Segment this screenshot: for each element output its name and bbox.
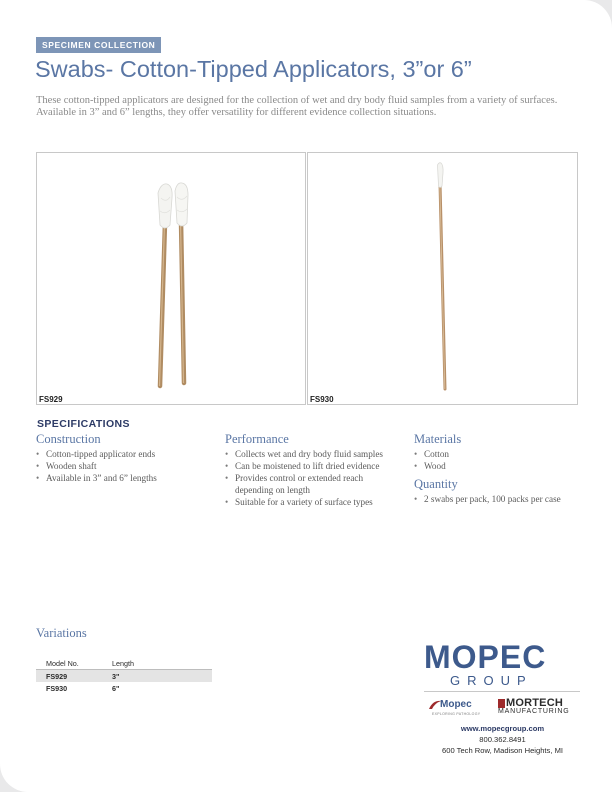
list-item: • Available in 3” and 6” lengths [36,472,216,484]
quantity-title: Quantity [414,477,458,491]
product-image-fs929 [36,152,306,405]
contact-info [420,723,585,756]
long-swab-illustration [308,153,577,404]
construction-section [36,432,216,489]
mortech-name: MORTECH [506,697,564,709]
performance-list [225,448,395,508]
cell-model: FS930 [46,684,68,693]
variations-table [36,657,212,694]
specifications-heading: SPECIFICATIONS [37,418,130,430]
list-item: • Wood [414,460,574,472]
table-row [36,682,212,694]
cell-length: 6" [112,684,120,693]
mortech-logo [498,697,582,717]
sub-brand-tagline: EXPLORING PATHOLOGY [432,712,481,716]
construction-title: Construction [36,432,101,446]
group-wordmark: GROUP [450,673,533,688]
two-short-swabs-illustration [37,153,305,404]
column-header-length: Length [102,657,212,670]
materials-list [414,448,574,472]
materials-quantity-section [414,432,574,510]
materials-title: Materials [414,432,462,446]
intro-paragraph: These cotton-tipped applicators are designed for the collection of wet and dry body fluid samples from a variety of surfaces. Available in 3” and 6” lengths, they offer versatility for different evidence collection situations. [36,95,558,118]
mortech-tagline: MANUFACTURING [498,708,570,715]
page-title: Swabs- Cotton-Tipped Applicators, 3”or 6” [35,56,472,82]
column-header-model: Model No. [36,657,102,670]
list-item: • Cotton [414,448,574,460]
performance-title: Performance [225,432,289,446]
image-label-fs929: FS929 [39,395,63,404]
category-badge: SPECIMEN COLLECTION [36,37,161,53]
list-item: • Cotton-tipped applicator ends [36,448,216,460]
list-item: • Provides control or extended reach depending on length [225,472,395,496]
divider [424,691,580,692]
image-label-fs930: FS930 [310,395,334,404]
mortech-mark-icon [498,699,505,708]
mopec-sub-logo [428,697,494,717]
list-item: • Suitable for a variety of surface types [225,496,395,508]
mopec-logo: MOPEC [424,639,547,675]
list-item: • Can be moistened to lift dried evidence [225,460,395,472]
list-item: • Collects wet and dry body fluid samples [225,448,395,460]
cell-length: 3" [102,670,212,683]
product-image-fs930 [307,152,578,405]
quantity-list [414,493,574,505]
cell-model: FS929 [36,670,102,683]
address: 600 Tech Row, Madison Heights, MI [442,746,563,755]
phone-number: 800.362.8491 [479,735,526,744]
sub-brand-name: Mopec [440,699,472,710]
performance-section [225,432,395,513]
website-link[interactable]: www.mopecgroup.com [460,724,545,733]
variations-title: Variations [36,626,87,640]
table-row [36,670,212,683]
construction-list [36,448,216,484]
table-header-row [36,657,212,670]
list-item: • 2 swabs per pack, 100 packs per case [414,493,574,505]
list-item: • Wooden shaft [36,460,216,472]
